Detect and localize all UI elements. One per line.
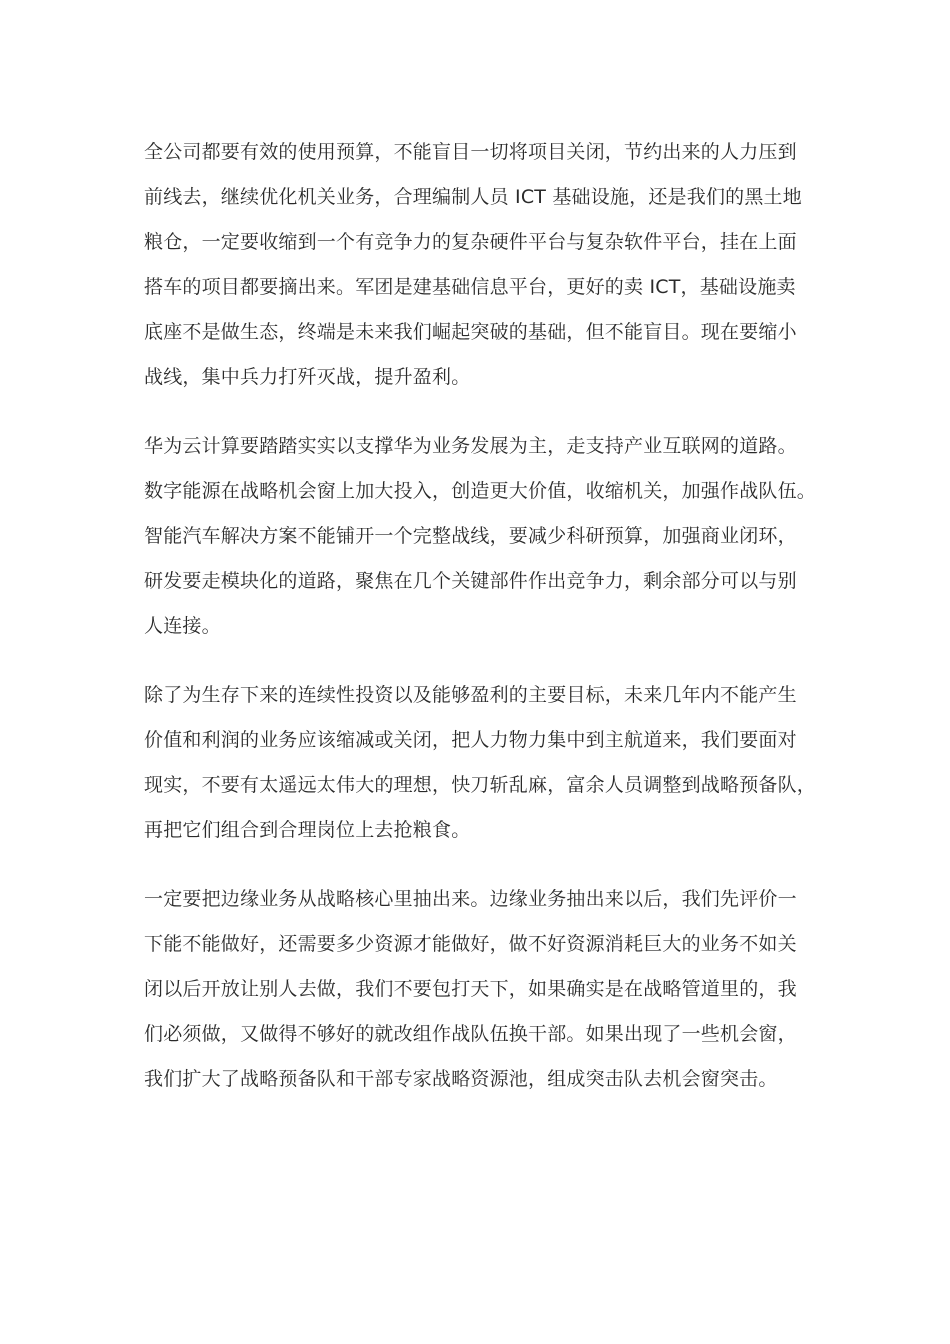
text-line: 搭车的项目都要摘出来。军团是建基础信息平台，更好的卖 ICT，基础设施卖 — [144, 276, 796, 298]
text-line: 价值和利润的业务应该缩减或关闭，把人力物力集中到主航道来，我们要面对 — [144, 729, 797, 751]
text-line: 全公司都要有效的使用预算，不能盲目一切将项目关闭，节约出来的人力压到 — [144, 141, 797, 163]
text-line: 下能不能做好，还需要多少资源才能做好，做不好资源消耗巨大的业务不如关 — [144, 933, 797, 955]
text-line: 底座不是做生态，终端是未来我们崛起突破的基础，但不能盲目。现在要缩小 — [144, 321, 797, 343]
text-line: 除了为生存下来的连续性投资以及能够盈利的主要目标，未来几年内不能产生 — [144, 684, 797, 706]
text-line: 数字能源在战略机会窗上加大投入，创造更大价值，收缩机关，加强作战队伍。 — [144, 480, 817, 502]
paragraph-4 — [144, 877, 834, 1102]
paragraph-3 — [144, 673, 834, 853]
text-line: 我们扩大了战略预备队和干部专家战略资源池，组成突击队去机会窗突击。 — [144, 1068, 778, 1090]
text-line: 研发要走模块化的道路，聚焦在几个关键部件作出竞争力，剩余部分可以与别 — [144, 570, 797, 592]
paragraph-2 — [144, 424, 834, 649]
text-line: 战线，集中兵力打歼灭战，提升盈利。 — [144, 366, 471, 388]
paragraph-1 — [144, 130, 834, 400]
document-body — [144, 130, 834, 1126]
text-line: 人连接。 — [144, 615, 221, 637]
text-line: 一定要把边缘业务从战略核心里抽出来。边缘业务抽出来以后，我们先评价一 — [144, 888, 797, 910]
text-line: 粮仓，一定要收缩到一个有竞争力的复杂硬件平台与复杂软件平台，挂在上面 — [144, 231, 797, 253]
text-line: 闭以后开放让别人去做，我们不要包打天下，如果确实是在战略管道里的，我 — [144, 978, 797, 1000]
text-line: 华为云计算要踏踏实实以支撑华为业务发展为主，走支持产业互联网的道路。 — [144, 435, 797, 457]
text-line: 智能汽车解决方案不能铺开一个完整战线，要减少科研预算，加强商业闭环， — [144, 525, 797, 547]
text-line: 再把它们组合到合理岗位上去抢粮食。 — [144, 819, 471, 841]
text-line: 们必须做，又做得不够好的就改组作战队伍换干部。如果出现了一些机会窗， — [144, 1023, 797, 1045]
text-line: 现实，不要有太遥远太伟大的理想，快刀斩乱麻，富余人员调整到战略预备队， — [144, 774, 817, 796]
text-line: 前线去，继续优化机关业务，合理编制人员 ICT 基础设施，还是我们的黑土地 — [144, 186, 802, 208]
